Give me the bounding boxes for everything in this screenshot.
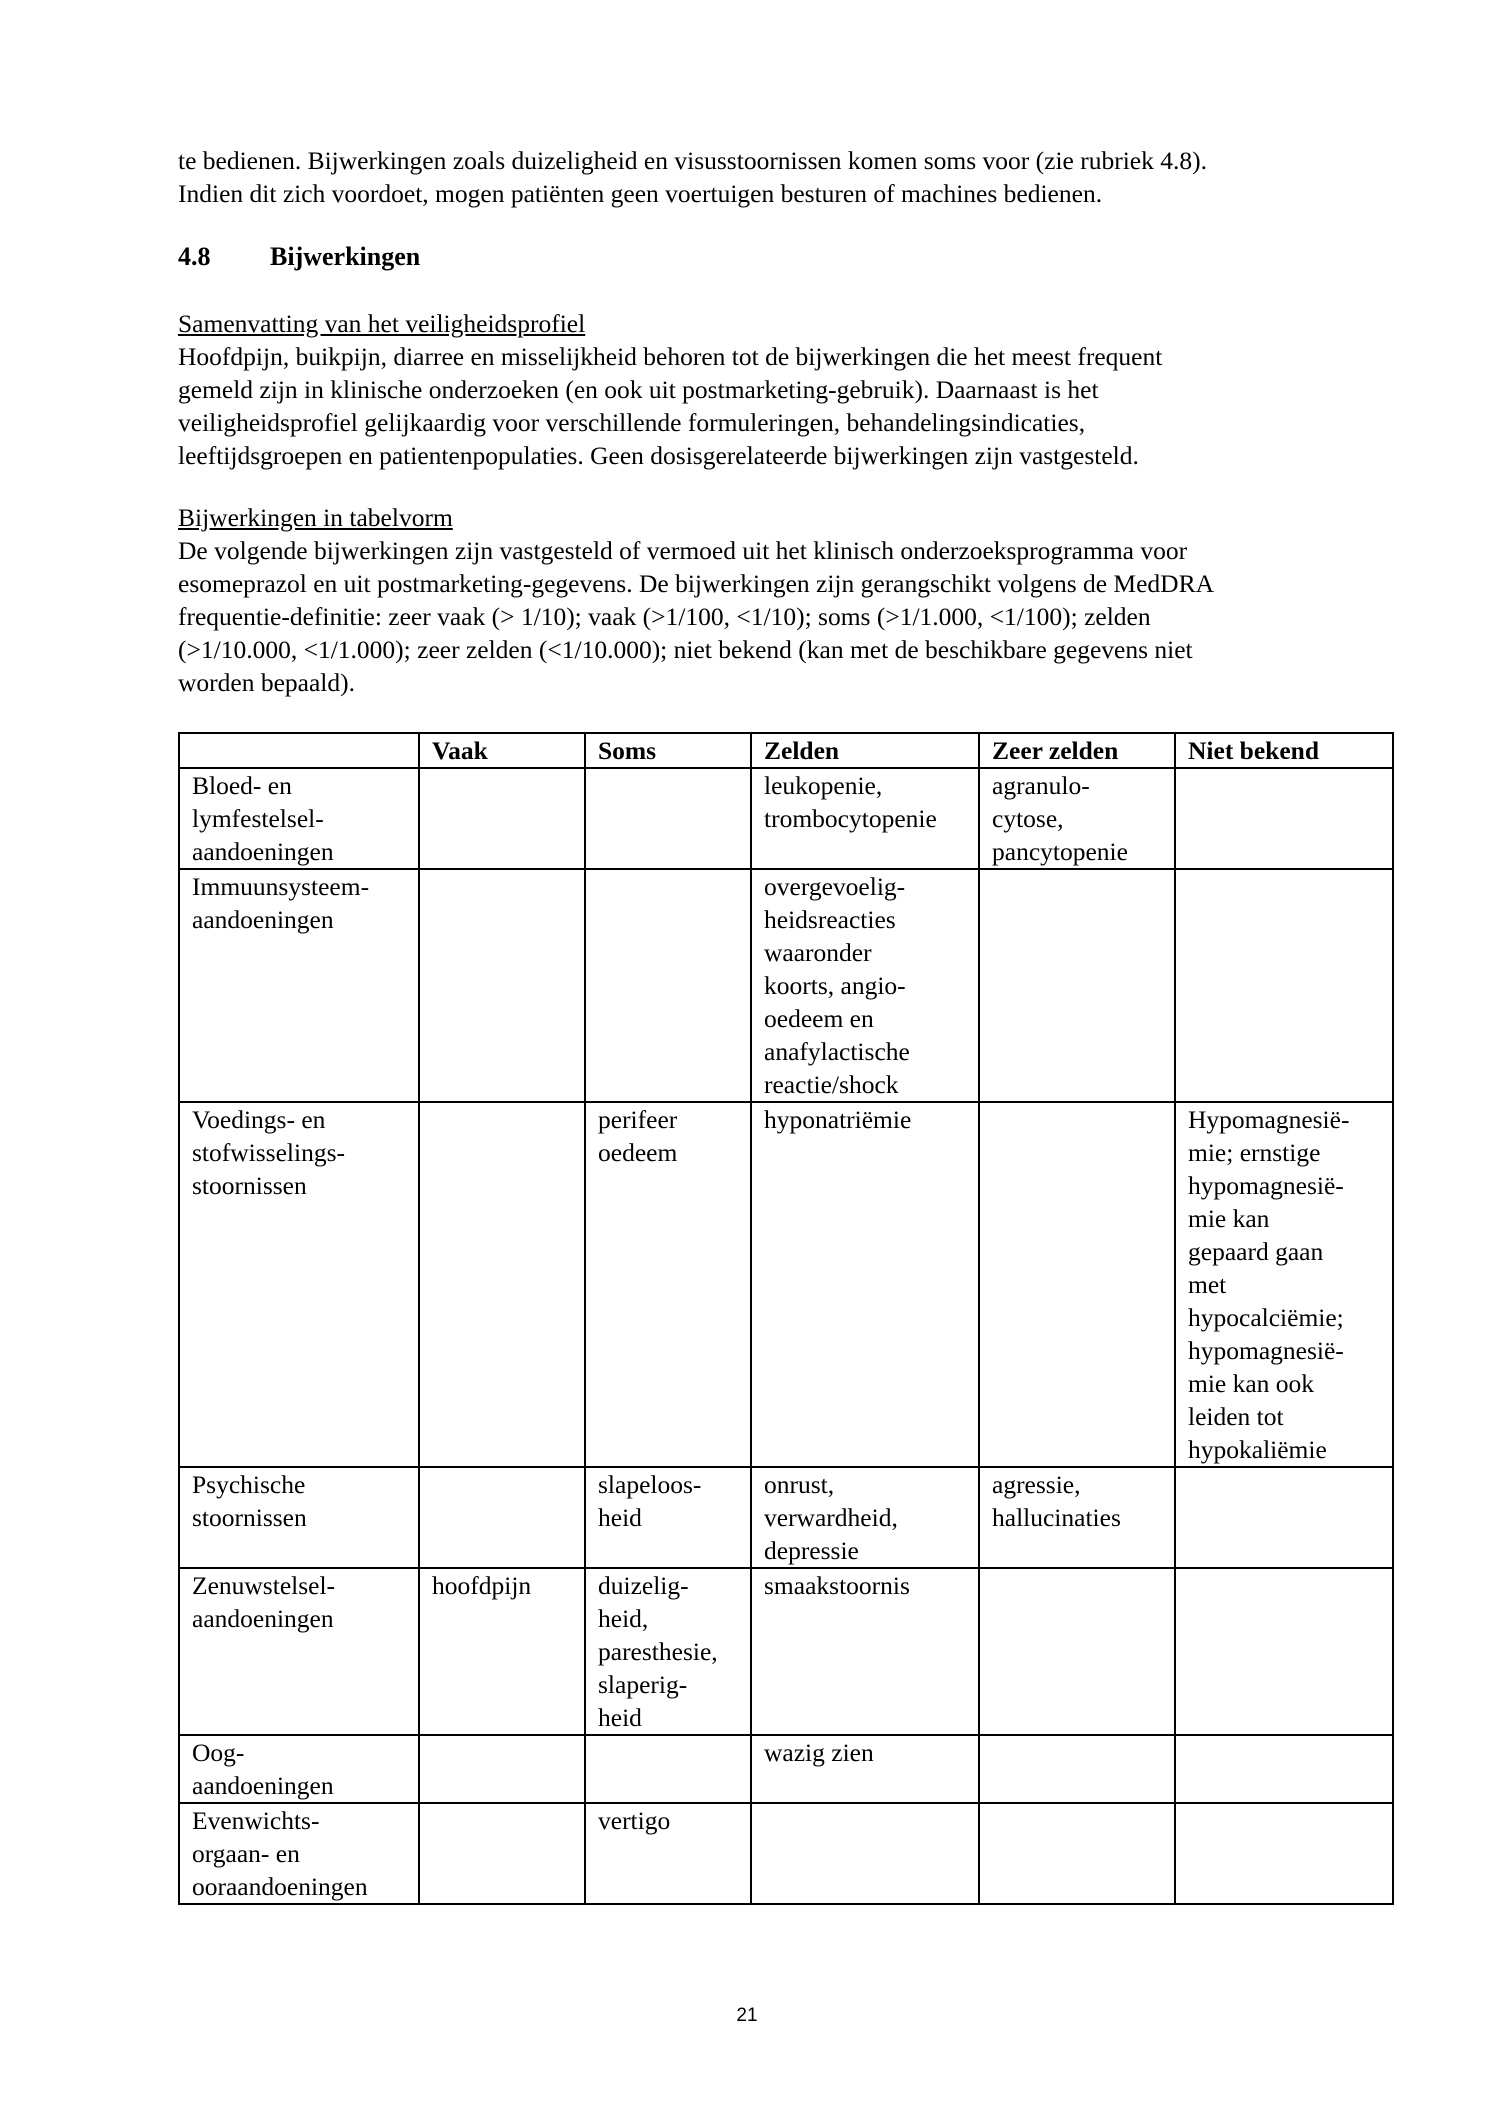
adverse-reactions-table: [178, 732, 1394, 1905]
header-zelden: Zelden: [751, 733, 979, 768]
safety-summary-line: gemeld zijn in klinische onderzoeken (en ook uit postmarketing-gebruik). Daarnaast is het: [178, 375, 1099, 404]
zelden-cell: hyponatriëmie: [751, 1102, 979, 1467]
tabular-line: worden bepaald).: [178, 668, 356, 697]
header-organ-class: [179, 733, 419, 768]
niet-bekend-cell: [1175, 1735, 1393, 1803]
safety-summary-line: leeftijdsgroepen en patientenpopulaties. Geen dosisgerelateerde bijwerkingen zijn vastgesteld.: [178, 441, 1139, 470]
organ-class-cell: Evenwichts- orgaan- en ooraandoeningen: [179, 1803, 419, 1904]
zelden-cell: overgevoelig- heidsreacties waaronder koorts, angio- oedeem en anafylactische reactie/shock: [751, 869, 979, 1102]
soms-cell: vertigo: [585, 1803, 751, 1904]
soms-cell: duizelig- heid, paresthesie, slaperig- heid: [585, 1568, 751, 1735]
zelden-cell: onrust, verwardheid, depressie: [751, 1467, 979, 1568]
intro-paragraph: [178, 144, 1408, 210]
vaak-cell: [419, 1803, 585, 1904]
safety-summary-paragraph: [178, 307, 1408, 472]
zelden-cell: wazig zien: [751, 1735, 979, 1803]
tabular-line: frequentie-definitie: zeer vaak (> 1/10); vaak (>1/100, <1/10); soms (>1/1.000, <1/100); zelden: [178, 602, 1151, 631]
soms-cell: [585, 869, 751, 1102]
table-row: [179, 869, 1393, 1102]
header-soms: Soms: [585, 733, 751, 768]
vaak-cell: [419, 1735, 585, 1803]
niet-bekend-cell: Hypomagnesië- mie; ernstige hypomagnesië- mie kan gepaard gaan met hypocalciëmie; hypomagnesië- mie kan ook leiden tot hypokaliëmie: [1175, 1102, 1393, 1467]
soms-cell: [585, 768, 751, 869]
zeer-zelden-cell: agranulo- cytose, pancytopenie: [979, 768, 1175, 869]
vaak-cell: [419, 869, 585, 1102]
organ-class-cell: Oog- aandoeningen: [179, 1735, 419, 1803]
niet-bekend-cell: [1175, 1803, 1393, 1904]
section-title: Bijwerkingen: [270, 242, 421, 271]
table-row: [179, 1735, 1393, 1803]
soms-cell: slapeloos- heid: [585, 1467, 751, 1568]
niet-bekend-cell: [1175, 1568, 1393, 1735]
organ-class-cell: Psychische stoornissen: [179, 1467, 419, 1568]
table-body: [179, 768, 1393, 1904]
tabular-intro-paragraph: [178, 501, 1408, 699]
zeer-zelden-cell: [979, 1102, 1175, 1467]
header-zeer-zelden: Zeer zelden: [979, 733, 1175, 768]
organ-class-cell: Immuunsysteem- aandoeningen: [179, 869, 419, 1102]
table-row: [179, 1467, 1393, 1568]
zeer-zelden-cell: [979, 869, 1175, 1102]
header-niet-bekend: Niet bekend: [1175, 733, 1393, 768]
organ-class-cell: Voedings- en stofwisselings- stoornissen: [179, 1102, 419, 1467]
intro-line: te bedienen. Bijwerkingen zoals duizeligheid en visusstoornissen komen soms voor (zie rubriek 4.8).: [178, 146, 1207, 175]
zeer-zelden-cell: [979, 1803, 1175, 1904]
table-row: [179, 768, 1393, 869]
zelden-cell: leukopenie, trombocytopenie: [751, 768, 979, 869]
organ-class-cell: Zenuwstelsel- aandoeningen: [179, 1568, 419, 1735]
safety-summary-line: Hoofdpijn, buikpijn, diarree en misselijkheid behoren tot de bijwerkingen die het meest frequent: [178, 342, 1163, 371]
vaak-cell: hoofdpijn: [419, 1568, 585, 1735]
tabular-line: esomeprazol en uit postmarketing-gegevens. De bijwerkingen zijn gerangschikt volgens de MedDRA: [178, 569, 1215, 598]
tabular-line: De volgende bijwerkingen zijn vastgesteld of vermoed uit het klinisch onderzoeksprogramma voor: [178, 536, 1188, 565]
section-number: 4.8: [178, 242, 211, 271]
niet-bekend-cell: [1175, 768, 1393, 869]
tabular-subtitle: Bijwerkingen in tabelvorm: [178, 503, 453, 532]
tabular-line: (>1/10.000, <1/1.000); zeer zelden (<1/10.000); niet bekend (kan met de beschikbare gegevens niet: [178, 635, 1193, 664]
zeer-zelden-cell: agressie, hallucinaties: [979, 1467, 1175, 1568]
table-row: [179, 1102, 1393, 1467]
safety-summary-subtitle: Samenvatting van het veiligheidsprofiel: [178, 309, 586, 338]
zeer-zelden-cell: [979, 1735, 1175, 1803]
organ-class-cell: Bloed- en lymfestelsel- aandoeningen: [179, 768, 419, 869]
safety-summary-line: veiligheidsprofiel gelijkaardig voor verschillende formuleringen, behandelingsindicaties,: [178, 408, 1086, 437]
intro-line: Indien dit zich voordoet, mogen patiënten geen voertuigen besturen of machines bedienen.: [178, 179, 1103, 208]
table-row: [179, 1568, 1393, 1735]
zeer-zelden-cell: [979, 1568, 1175, 1735]
soms-cell: [585, 1735, 751, 1803]
niet-bekend-cell: [1175, 1467, 1393, 1568]
zelden-cell: smaakstoornis: [751, 1568, 979, 1735]
table-row: [179, 1803, 1393, 1904]
header-vaak: Vaak: [419, 733, 585, 768]
vaak-cell: [419, 768, 585, 869]
page-number: 21: [736, 2005, 758, 2026]
table-header-row: [179, 733, 1393, 768]
vaak-cell: [419, 1467, 585, 1568]
zelden-cell: [751, 1803, 979, 1904]
soms-cell: perifeer oedeem: [585, 1102, 751, 1467]
vaak-cell: [419, 1102, 585, 1467]
niet-bekend-cell: [1175, 869, 1393, 1102]
section-heading: [178, 240, 420, 273]
